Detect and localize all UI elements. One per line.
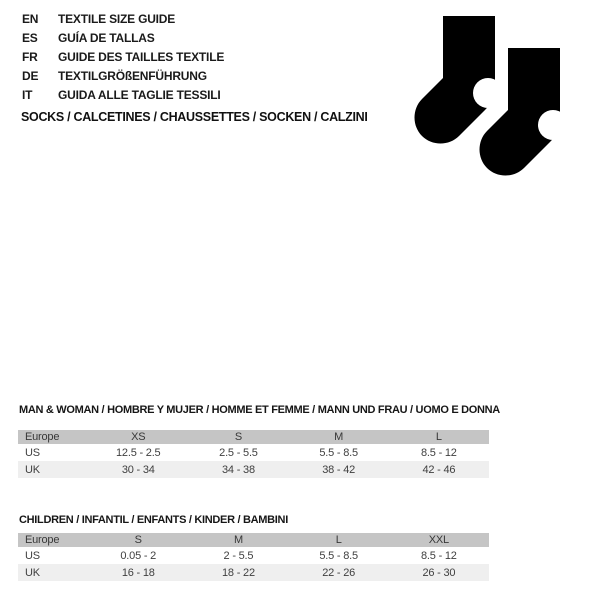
language-code: ES bbox=[22, 31, 38, 45]
language-row-fr bbox=[22, 48, 224, 67]
children-table-title: CHILDREN / INFANTIL / ENFANTS / KINDER / BAMBINI bbox=[19, 514, 288, 526]
size-cell: 2.5 - 5.5 bbox=[219, 446, 258, 459]
language-code: EN bbox=[22, 12, 39, 26]
col-header-size: L bbox=[289, 533, 389, 547]
size-cell: 0.05 - 2 bbox=[120, 549, 157, 562]
language-label: TEXTILE SIZE GUIDE bbox=[58, 12, 176, 26]
col-header-size: S bbox=[88, 533, 188, 547]
row-label: US bbox=[25, 446, 40, 459]
size-cell: 8.5 - 12 bbox=[421, 549, 457, 562]
size-cell: 30 - 34 bbox=[121, 463, 155, 476]
language-label: GUÍA DE TALLAS bbox=[58, 31, 155, 45]
language-code: IT bbox=[22, 88, 33, 102]
size-cell: 42 - 46 bbox=[422, 463, 456, 476]
size-cell: 2 - 5.5 bbox=[223, 549, 254, 562]
language-label: TEXTILGRÖßENFÜHRUNG bbox=[58, 69, 207, 83]
row-label: UK bbox=[25, 463, 40, 476]
adults-header-row bbox=[18, 430, 489, 444]
col-header-region: Europe bbox=[18, 430, 88, 444]
table-row-uk bbox=[18, 564, 489, 581]
language-label: GUIDA ALLE TAGLIE TESSILI bbox=[58, 88, 221, 102]
size-cell: 26 - 30 bbox=[422, 566, 456, 579]
language-title-list bbox=[22, 10, 224, 105]
col-header-size: S bbox=[188, 430, 288, 444]
size-cell: 22 - 26 bbox=[322, 566, 356, 579]
socks-icon bbox=[405, 10, 560, 185]
row-label: US bbox=[25, 549, 40, 562]
row-label: UK bbox=[25, 566, 40, 579]
col-header-region: Europe bbox=[18, 533, 88, 547]
language-row-de bbox=[22, 67, 224, 86]
col-header-size: XS bbox=[88, 430, 188, 444]
language-row-es bbox=[22, 29, 224, 48]
children-header-row bbox=[18, 533, 489, 547]
children-size-table bbox=[18, 533, 489, 581]
adults-table-title: MAN & WOMAN / HOMBRE Y MUJER / HOMME ET FEMME / MANN UND FRAU / UOMO E DONNA bbox=[19, 404, 500, 416]
language-code: FR bbox=[22, 50, 38, 64]
size-cell: 5.5 - 8.5 bbox=[319, 549, 358, 562]
col-header-size: L bbox=[389, 430, 489, 444]
size-cell: 38 - 42 bbox=[322, 463, 356, 476]
size-cell: 8.5 - 12 bbox=[421, 446, 457, 459]
col-header-size: M bbox=[188, 533, 288, 547]
size-cell: 34 - 38 bbox=[222, 463, 255, 476]
language-row-en bbox=[22, 10, 224, 29]
size-cell: 18 - 22 bbox=[222, 566, 255, 579]
table-row-us bbox=[18, 547, 489, 564]
col-header-size: M bbox=[289, 430, 389, 444]
size-cell: 16 - 18 bbox=[121, 566, 155, 579]
table-row-uk bbox=[18, 461, 489, 478]
language-label: GUIDE DES TAILLES TEXTILE bbox=[58, 50, 225, 64]
category-title: SOCKS / CALCETINES / CHAUSSETTES / SOCKEN / CALZINI bbox=[21, 110, 368, 124]
language-row-it bbox=[22, 86, 224, 105]
size-cell: 12.5 - 2.5 bbox=[116, 446, 161, 459]
col-header-size: XXL bbox=[389, 533, 489, 547]
language-code: DE bbox=[22, 69, 39, 83]
size-cell: 5.5 - 8.5 bbox=[319, 446, 358, 459]
table-row-us bbox=[18, 444, 489, 461]
adults-size-table bbox=[18, 430, 489, 478]
